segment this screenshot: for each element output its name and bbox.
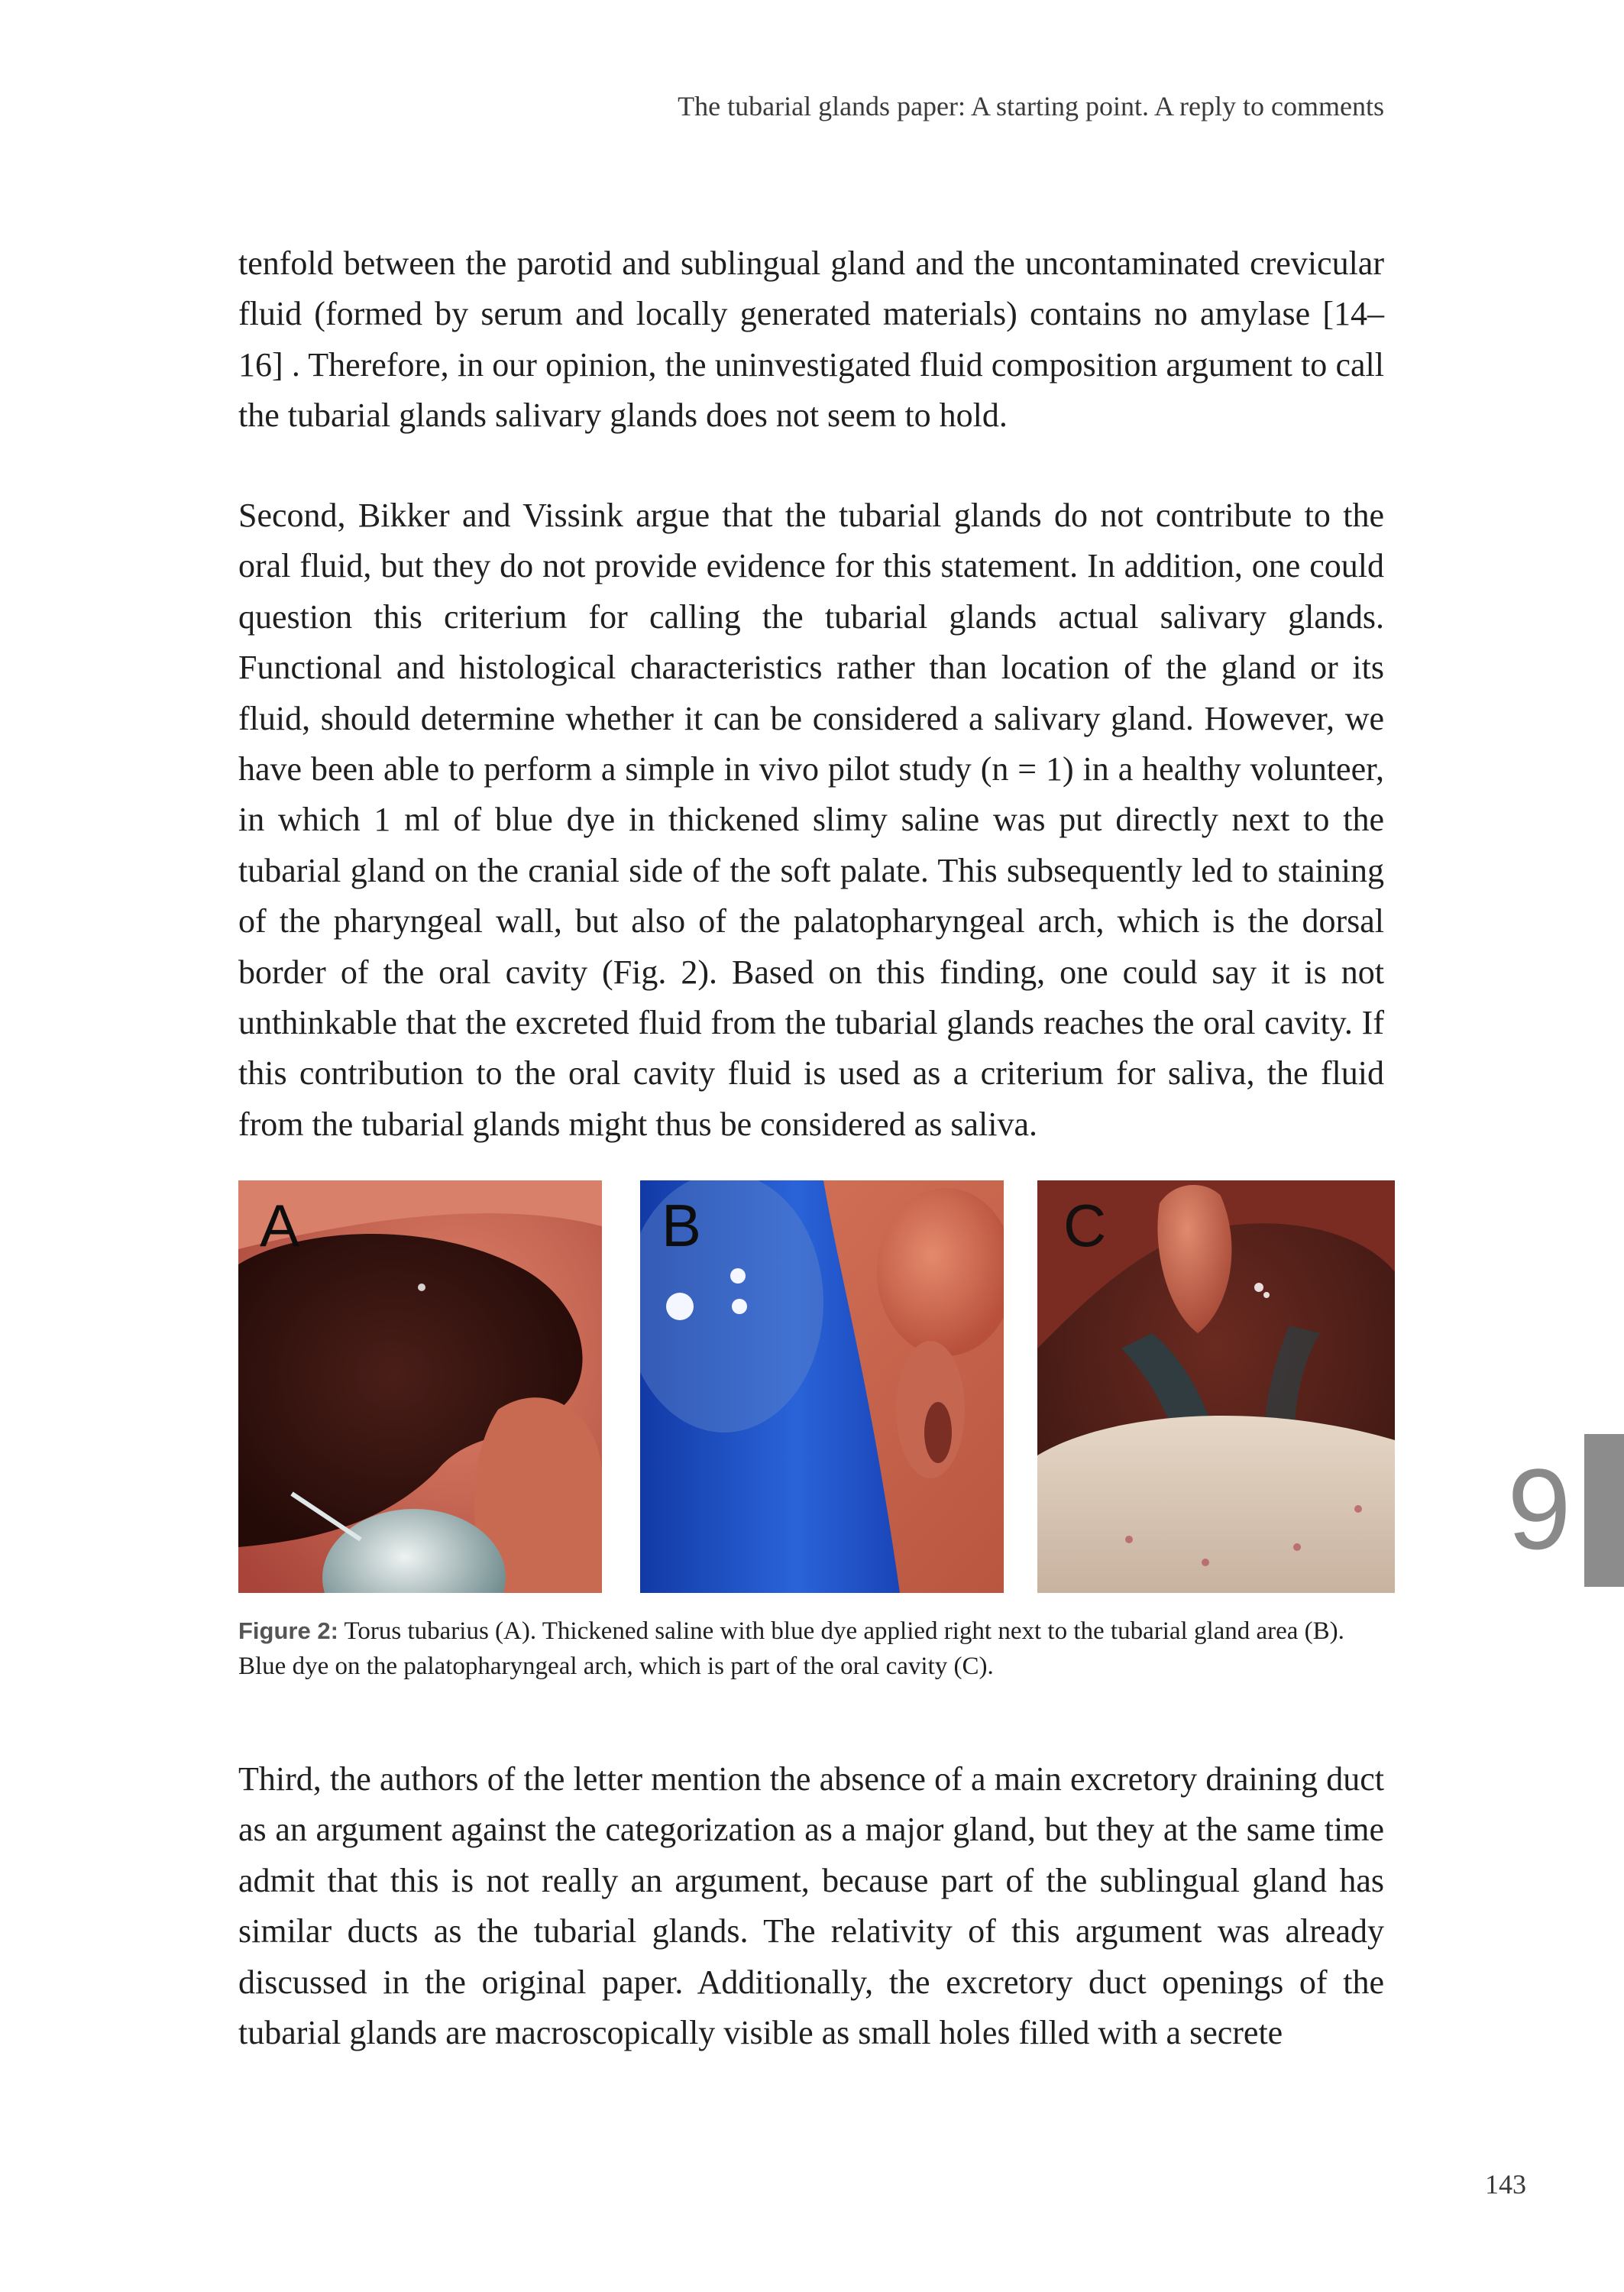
panel-label-c: C bbox=[1063, 1192, 1107, 1259]
figure-2 bbox=[238, 1180, 1395, 1593]
chapter-number: 9 bbox=[1507, 1445, 1571, 1573]
figure-caption-text: Torus tubarius (A). Thickened saline with blue dye applied right next to the tubarial gland area (B). Blue dye on the palatopharyngeal arch, which is part of the oral cavity (C). bbox=[238, 1617, 1344, 1680]
chapter-tab bbox=[1584, 1434, 1624, 1587]
figure-panel-c bbox=[1037, 1180, 1395, 1593]
paragraph-1: tenfold between the parotid and sublingual gland and the uncontaminated crevicular fluid (formed by serum and locally generated materials) contains no amylase [14–16] . Therefore, in our opinion, the uninvestigated fluid composition argument to call the tubarial glands salivary glands does not seem to hold. bbox=[238, 244, 1384, 435]
paragraph-2: Second, Bikker and Vissink argue that the tubarial glands do not contribute to the oral fluid, but they do not provide evidence for this statement. In addition, one could question this criterium for calling the tubarial glands actual salivary glands. Functional and histological characteristics rather than location of the gland or its fluid, should determine whether it can be considered a salivary gland. However, we have been able to perform a simple in vivo pilot study (n = 1) in a healthy volunteer, in which 1 ml of blue dye in thickened slimy saline was put directly next to the tubarial gland on the cranial side of the soft palate. This subsequently led to staining of the pharyngeal wall, but also of the palatopharyngeal arch, which is the dorsal border of the oral cavity (Fig. 2). Based on this finding, one could say it is not unthinkable that the excreted fluid from the tubarial glands reaches the oral cavity. If this contribution to the oral cavity fluid is used as a criterium for saliva, the fluid from the tubarial glands might thus be considered as saliva. bbox=[238, 497, 1384, 1143]
panel-label-a: A bbox=[260, 1192, 300, 1259]
panel-label-b: B bbox=[662, 1192, 702, 1259]
figure-panel-a bbox=[238, 1180, 602, 1593]
running-header: The tubarial glands paper: A starting point. A reply to comments bbox=[678, 91, 1384, 121]
figure-caption bbox=[238, 1614, 1384, 1684]
paragraph-3: Third, the authors of the letter mention the absence of a main excretory draining duct as an argument against the categorization as a major gland, but they at the same time admit that this is not really an argument, because part of the sublingual gland has similar ducts as the tubarial glands. The relativity of this argument was already discussed in the original paper. Additionally, the excretory duct openings of the tubarial glands are macroscopically visible as small holes filled with a secrete bbox=[238, 1760, 1384, 2052]
page-number: 143 bbox=[1485, 2169, 1526, 2200]
figure-caption-label: Figure 2: bbox=[238, 1617, 338, 1644]
figure-panel-b bbox=[640, 1180, 1004, 1593]
